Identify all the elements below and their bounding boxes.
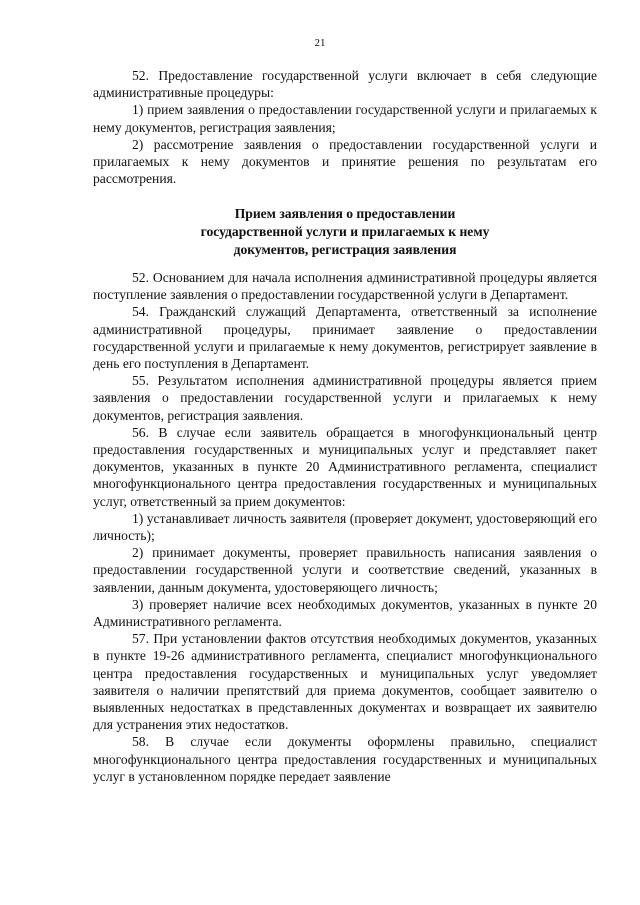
- paragraph-56-item-3: 3) проверяет наличие всех необходимых документов, указанных в пункте 20 Административного регламента.: [93, 596, 597, 630]
- list-item-2: 2) рассмотрение заявления о предоставлении государственной услуги и прилагаемых к нему документов и принятие решения по результатам его рассмотрения.: [93, 136, 597, 187]
- paragraph-52-basis: 52. Основанием для начала исполнения административной процедуры является поступление заявления о предоставлении государственной услуги в Департамент.: [93, 270, 597, 303]
- page-number: 21: [314, 37, 326, 49]
- paragraph-56: 56. В случае если заявитель обращается в многофункциональный центр предоставления государственных и муниципальных услуг и представляет пакет документов, указанных в пункте 20 Административного регламента, специалист многофункционального центра предоставления государственных и муниципальных услуг, ответственный за прием документов:: [93, 424, 597, 509]
- paragraph-56-item-2: 2) принимает документы, проверяет правильность написания заявления о предоставлении государственной услуги и соответствие сведений, указанных в заявлении, данным документа, удостоверяющего личность;: [93, 545, 597, 595]
- heading-line-1: Прием заявления о предоставлении: [234, 206, 456, 221]
- section-body: [93, 269, 597, 785]
- paragraph-58: 58. В случае если документы оформлены правильно, специалист многофункционального центра предоставления государственных и муниципальных услуг в установленном порядке передает заявление: [93, 734, 597, 784]
- section-heading: [93, 205, 597, 259]
- paragraph-52-procedures: 52. Предоставление государственной услуги включает в себя следующие административные процедуры:: [93, 68, 597, 101]
- heading-line-2: государственной услуги и прилагаемых к нему: [200, 224, 490, 239]
- heading-line-3: документов, регистрация заявления: [233, 242, 457, 257]
- list-item-1: 1) прием заявления о предоставлении государственной услуги и прилагаемых к нему документов, регистрация заявления;: [93, 102, 597, 135]
- paragraph-56-item-1: 1) устанавливает личность заявителя (проверяет документ, удостоверяющий его личность);: [93, 510, 597, 544]
- intro-section: [93, 67, 597, 187]
- paragraph-54: 54. Гражданский служащий Департамента, ответственный за исполнение административной процедуры, принимает заявление о предоставлении государственной услуги и прилагаемые к нему документов, регистрирует заявление в день его поступления в Департамент.: [93, 304, 597, 372]
- paragraph-55: 55. Результатом исполнения административной процедуры является прием заявления о предоставлении государственной услуги и прилагаемых к нему документов, регистрация заявления.: [93, 373, 597, 423]
- paragraph-57: 57. При установлении фактов отсутствия необходимых документов, указанных в пункте 19-26 административного регламента, специалист многофункционального центра предоставления государственных и муниципальных услуг уведомляет заявителя о наличии препятствий для приема документов, сообщает заявителю о выявленных недостатках в представленных документах и возвращает их заявителю для устранения этих недостатков.: [93, 631, 597, 733]
